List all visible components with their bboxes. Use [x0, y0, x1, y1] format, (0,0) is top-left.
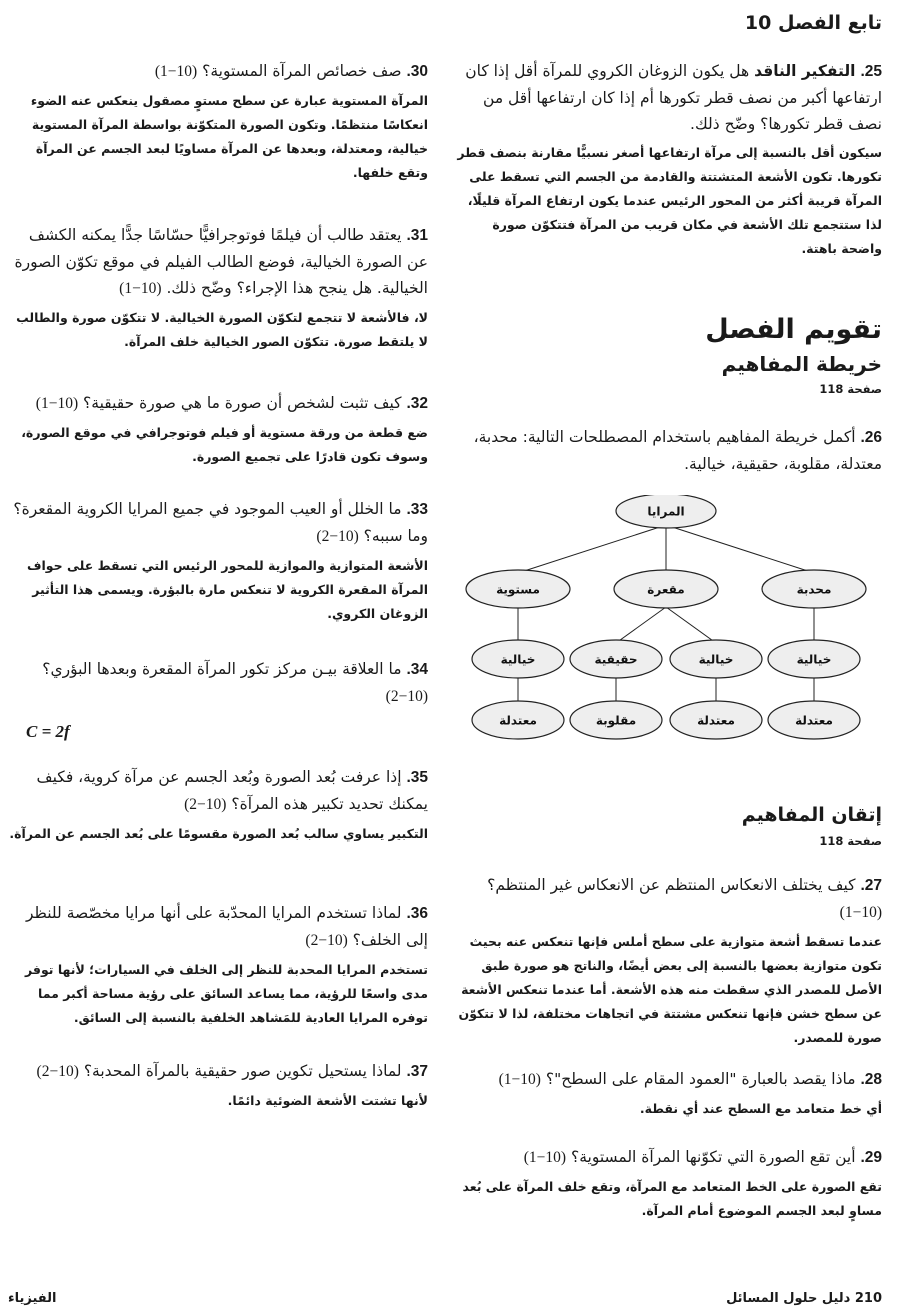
right-column	[450, 0, 882, 1290]
question-text: ما العلاقة بيـن مركز تكور المرآة المقعرة وبعدها البؤري؟	[42, 660, 407, 678]
question-36: 36. لماذا تستخدم المرايا المحدّبة على أنها مرايا مخصّصة للنظر إلى الخلف؟ (10−2) تستخدم المرايا المحدبة للنظر إلى الخلف في السيارات؛ لأنها توفر مدى واسعًا للرؤية، مما يساعد السائق على رؤية مساحة أكبر مما توفره المرايا العادية للمَشاهد الخلفية بالنسبة إلى السائق.	[8, 900, 428, 1030]
answer-text: تستخدم المرايا المحدبة للنظر إلى الخلف في السيارات؛ لأنها توفر مدى واسعًا للرؤية، مما يساعد السائق على رؤية مساحة أكبر مما توفره المرايا العادية للمَشاهد الخلفية بالنسبة إلى السائق.	[25, 962, 428, 1025]
section-ref: (10−1)	[35, 395, 79, 412]
map-node-convex: محدبة	[796, 582, 832, 597]
section-ref: (10−2)	[385, 688, 428, 705]
chapter-continued-heading: تابع الفصل 10	[744, 12, 882, 34]
map-node-concave: مقعرة	[647, 582, 685, 597]
map-node-plane-upright: معتدلة	[499, 713, 537, 728]
page-reference: صفحة 118	[819, 834, 882, 848]
map-node-plane-virtual: خيالية	[500, 652, 536, 667]
question-text: صف خصائص المرآة المستوية؟	[202, 62, 407, 80]
question-27: 27. كيف يختلف الانعكاس المنتظم عن الانعكاس غير المنتظم؟ (10−1) عندما تسقط أشعة متوازية على سطح أملس فإنها تنعكس عنه بحيث تكون متوازية بعضها بالنسبة إلى بعض أيضًا، والناتج هو صورة طبق الأصل للمصدر الذي سقطت منه هذه الأشعة. أما عندما تنعكس الأشعة عن سطح خشن فإنها تنعكس مشتتة في اتجاهات مختلفة، لذا لا تتكوّن صورة للمصدر.	[450, 872, 882, 1050]
question-25: 25. التفكير الناقد هل يكون الزوغان الكروي للمرآة أقل إذا كان ارتفاعها أكبر من نصف قطر تكورها أم إذا كان ارتفاعها أقل من نصف قطر تكورها؟ وضّح ذلك. سيكون أقل بالنسبة إلى مرآة ارتفاعها أصغر نسبيًّا مقارنة بنصف قطر تكورها. تكون الأشعة المتشتتة والقادمة من الجسم التي تسقط على المرآة قريبة أكثر من المحور الرئيس عندما يكون ارتفاع المرآة قليلًا، لذا ستتجمع تلك الأشعة في مكان قريب من المرآة فتتكوّن صورة واضحة باهتة.	[450, 58, 882, 261]
question-34: 34. ما العلاقة بيـن مركز تكور المرآة المقعرة وبعدها البؤري؟ (10−2)	[42, 660, 428, 705]
map-node-plane: مستوية	[496, 582, 540, 597]
map-node-convex-upright: معتدلة	[795, 713, 833, 728]
question-32: 32. كيف تثبت لشخص أن صورة ما هي صورة حقيقية؟ (10−1) ضع قطعة من ورقة مستوية أو فيلم فوتوجرافي في موقع الصورة، وسوف تكون قادرًا على تجميع الصورة.	[8, 390, 428, 469]
section-title: تقويم الفصل	[705, 314, 882, 345]
question-37: 37. لماذا يستحيل تكوين صور حقيقية بالمرآة المحدبة؟ (10−2) لأنها تشتت الأشعة الضوئية دائمًا.	[8, 1058, 428, 1113]
section-ref: (10−2)	[36, 1063, 79, 1080]
formula-answer: C = 2f	[26, 722, 70, 741]
question-text: يعتقد طالب أن فيلمًا فوتوجرافيًّا حسّاسًا جدًّا يمكنه الكشف عن الصورة الخيالية، فوضع الطالب الفيلم في موقع تكوّن الصورة الخيالية. هل ينجح هذا الإجراء؟ وضّح ذلك.	[14, 226, 428, 297]
section-ref: (10−2)	[316, 528, 359, 545]
section-ref: (10−2)	[305, 932, 348, 949]
left-column	[8, 0, 428, 1290]
question-text: أكمل خريطة المفاهيم باستخدام المصطلحات التالية: محدبة، معتدلة، مقلوبة، حقيقية، خيالية.	[473, 428, 882, 473]
question-text: هل يكون الزوغان الكروي للمرآة أقل إذا كان ارتفاعها أكبر من نصف قطر تكورها أم إذا كان ارتفاعها أقل من نصف قطر تكورها؟ وضّح ذلك.	[465, 62, 882, 133]
page-reference: صفحة 118	[819, 382, 882, 396]
answer-text: لأنها تشتت الأشعة الضوئية دائمًا.	[227, 1093, 428, 1108]
footer-page-number: 210 دليل حلول المسائل	[726, 1291, 882, 1306]
answer-text: الأشعة المتوازية والموازية للمحور الرئيس التي تسقط على حواف المرآة المقعرة الكروية لا تنعكس مارة بالبؤرة. ويسمى هذا التأثير الزوغان الكروي.	[26, 558, 428, 621]
answer-text: عندما تسقط أشعة متوازية على سطح أملس فإنها تنعكس عنه بحيث تكون متوازية بعضها بالنسبة إلى بعض أيضًا، والناتج هو صورة طبق الأصل للمصدر الذي سقطت منه هذه الأشعة. أما عندما تنعكس الأشعة عن سطح خشن فإنها تنعكس مشتتة في اتجاهات مختلفة، لذا لا تتكوّن صورة للمصدر.	[458, 934, 882, 1045]
question-text: إذا عرفت بُعد الصورة وبُعد الجسم عن مرآة كروية، فكيف يمكنك تحديد تكبير هذه المرآة؟	[36, 768, 428, 813]
concept-map-title: خريطة المفاهيم	[721, 352, 882, 376]
map-node-concave-virtual: خيالية	[698, 652, 734, 667]
section-ref: (10−1)	[119, 280, 162, 297]
question-text: ماذا يقصد بالعبارة "العمود المقام على السطح"؟	[545, 1070, 861, 1088]
answer-text: ضع قطعة من ورقة مستوية أو فيلم فوتوجرافي في موقع الصورة، وسوف تكون قادرًا على تجميع الصورة.	[21, 425, 428, 464]
question-text: أين تقع الصورة التي تكوّنها المرآة المستوية؟	[571, 1148, 861, 1166]
section-ref: (10−1)	[498, 1071, 541, 1088]
question-text: ما الخلل أو العيب الموجود في جميع المرايا الكروية المقعرة؟ وما سببه؟	[13, 500, 428, 545]
question-31: 31. يعتقد طالب أن فيلمًا فوتوجرافيًّا حسّاسًا جدًّا يمكنه الكشف عن الصورة الخيالية، فوضع الطالب الفيلم في موقع تكوّن الصورة الخيالية. هل ينجح هذا الإجراء؟ وضّح ذلك. (10−1) لا، فالأشعة لا تتجمع لتكوّن الصورة الخيالية. لا تتكوّن صورة والطالب لا يلتقط صورة. تتكوّن الصور الخيالية خلف المرآة.	[8, 222, 428, 354]
answer-text: سيكون أقل بالنسبة إلى مرآة ارتفاعها أصغر نسبيًّا مقارنة بنصف قطر تكورها. تكون الأشعة المتشتتة والقادمة من الجسم التي تسقط على المرآة قريبة أكثر من المحور الرئيس عندما يكون ارتفاع المرآة قليلًا، لذا ستتجمع تلك الأشعة في مكان قريب من المرآة فتتكوّن صورة واضحة باهتة.	[457, 145, 882, 256]
question-text: كيف يختلف الانعكاس المنتظم عن الانعكاس غير المنتظم؟	[487, 876, 861, 894]
map-node-concave-real: حقيقية	[594, 652, 638, 667]
answer-text: أي خط متعامد مع السطح عند أي نقطة.	[639, 1101, 882, 1116]
question-26: 26. أكمل خريطة المفاهيم باستخدام المصطلحات التالية: محدبة، معتدلة، مقلوبة، حقيقية، خيالية.	[473, 428, 882, 473]
question-lead: التفكير الناقد	[754, 62, 856, 80]
question-33: 33. ما الخلل أو العيب الموجود في جميع المرايا الكروية المقعرة؟ وما سببه؟ (10−2) الأشعة المتوازية والموازية للمحور الرئيس التي تسقط على حواف المرآة المقعرة الكروية لا تنعكس مارة بالبؤرة. ويسمى هذا التأثير الزوغان الكروي.	[8, 496, 428, 626]
map-node-convex-virtual: خيالية	[796, 652, 832, 667]
answer-text: المرآة المستوية عبارة عن سطح مستوٍ مصقول ينعكس عنه الضوء انعكاسًا منتظمًا. وتكون الصورة المتكوّنة بواسطة المرآة المستوية خيالية، ومعتدلة، وبعدها عن المرآة مساويًا لبعد الجسم عن المرآة وتقع خلفها.	[30, 93, 428, 180]
question-text: كيف تثبت لشخص أن صورة ما هي صورة حقيقية؟	[83, 394, 407, 412]
question-text: لماذا يستحيل تكوين صور حقيقية بالمرآة المحدبة؟	[83, 1062, 407, 1080]
question-35: 35. إذا عرفت بُعد الصورة وبُعد الجسم عن مرآة كروية، فكيف يمكنك تحديد تكبير هذه المرآة؟ (10−2) التكبير يساوي سالب بُعد الصورة مقسومًا على بُعد الجسم عن المرآة.	[8, 764, 428, 846]
map-node-root: المرايا	[647, 504, 685, 519]
section-ref: (10−1)	[523, 1149, 567, 1166]
mastery-title: إتقان المفاهيم	[741, 804, 882, 826]
section-ref: (10−2)	[184, 796, 227, 813]
map-node-concave-upright: معتدلة	[697, 713, 735, 728]
section-ref: (10−1)	[154, 63, 198, 80]
section-ref: (10−1)	[839, 904, 882, 921]
question-text: لماذا تستخدم المرايا المحدّبة على أنها مرايا مخصّصة للنظر إلى الخلف؟	[25, 904, 428, 949]
footer-subject: الفيزياء	[8, 1291, 57, 1306]
question-29: 29. أين تقع الصورة التي تكوّنها المرآة المستوية؟ (10−1) تقع الصورة على الخط المتعامد مع المرآة، وتقع خلف المرآة على بُعد مساوٍ لبعد الجسم الموضوع أمام المرآة.	[450, 1144, 882, 1223]
question-28: 28. ماذا يقصد بالعبارة "العمود المقام على السطح"؟ (10−1) أي خط متعامد مع السطح عند أي نقطة.	[450, 1066, 882, 1121]
concept-map	[450, 495, 882, 750]
map-node-concave-inverted: مقلوبة	[595, 713, 637, 728]
answer-text: لا، فالأشعة لا تتجمع لتكوّن الصورة الخيالية. لا تتكوّن صورة والطالب لا يلتقط صورة. تتكوّن الصور الخيالية خلف المرآة.	[16, 310, 428, 349]
answer-text: تقع الصورة على الخط المتعامد مع المرآة، وتقع خلف المرآة على بُعد مساوٍ لبعد الجسم الموضوع أمام المرآة.	[462, 1179, 882, 1218]
answer-text: التكبير يساوي سالب بُعد الصورة مقسومًا على بُعد الجسم عن المرآة.	[9, 826, 428, 841]
question-30: 30. صف خصائص المرآة المستوية؟ (10−1) المرآة المستوية عبارة عن سطح مستوٍ مصقول ينعكس عنه الضوء انعكاسًا منتظمًا. وتكون الصورة المتكوّنة بواسطة المرآة المستوية خيالية، ومعتدلة، وبعدها عن المرآة مساويًا لبعد الجسم عن المرآة وتقع خلفها.	[8, 58, 428, 185]
